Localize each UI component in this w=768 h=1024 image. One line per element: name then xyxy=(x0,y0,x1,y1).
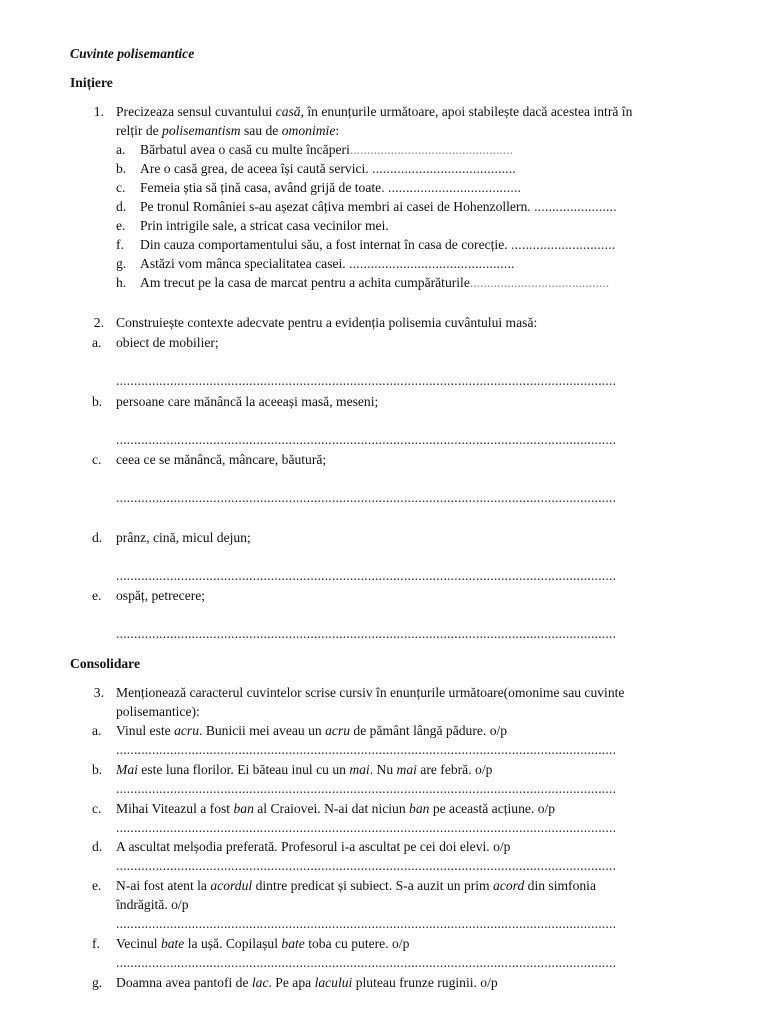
list-item-label: h. xyxy=(116,275,127,290)
list-item-label: d. xyxy=(92,839,103,854)
answer-line[interactable]: ........................................................................................................................................... xyxy=(116,820,617,835)
list-item-label: c. xyxy=(92,452,102,467)
answer-line[interactable]: ........................................................................................................................................... xyxy=(116,916,617,931)
list-item: Am trecut pe la casa de marcat pentru a achita cumpărăturile......................................... xyxy=(140,275,610,290)
list-item: obiect de mobilier; xyxy=(116,335,219,350)
question-text-continued: relțir de polisemantism sau de omonimie: xyxy=(116,123,340,138)
list-item-label: b. xyxy=(116,161,127,176)
question-text: Menționează caracterul cuvintelor scrise cursiv în enunțurile următoare(omonime sau cuvinte xyxy=(116,685,625,700)
list-item-label: b. xyxy=(92,762,103,777)
page-title: Cuvinte polisemantice xyxy=(70,46,195,61)
list-item: Prin intrigile sale, a stricat casa vecinilor mei. xyxy=(140,218,389,233)
question-text: Precizeaza sensul cuvantului casă, în enunțurile următoare, apoi stabilește dacă acestea intră în xyxy=(116,104,633,119)
op-choice[interactable]: o/p xyxy=(489,723,508,738)
list-item: Din cauza comportamentului său, a fost internat în casa de corecție. ............................. xyxy=(140,237,616,252)
list-item-label: f. xyxy=(92,936,100,951)
list-item-label: g. xyxy=(92,975,103,990)
list-item-label: b. xyxy=(92,394,103,409)
section-heading-initiere: Inițiere xyxy=(70,75,113,90)
list-item-label: c. xyxy=(116,180,126,195)
list-item-label: e. xyxy=(92,878,102,893)
op-choice[interactable]: o/p xyxy=(493,839,511,854)
list-item: A ascultat melșodia preferată. Profesorul i-a ascultat pe cei doi elevi. o/p xyxy=(116,839,511,854)
list-item: prânz, cină, micul dejun; xyxy=(116,530,251,545)
list-item: Are o casă grea, de aceea își caută servici. ........................................ xyxy=(140,161,517,176)
list-item: Vecinul bate la ușă. Copilașul bate toba cu putere. o/p xyxy=(116,936,410,951)
list-item-label: d. xyxy=(92,530,103,545)
op-choice[interactable]: o/p xyxy=(392,936,410,951)
section-heading-consolidare: Consolidare xyxy=(70,656,140,671)
list-item-label: e. xyxy=(92,588,102,603)
list-item: Mihai Viteazul a fost ban al Craiovei. N-ai dat niciun ban pe această acțiune. o/p xyxy=(116,801,556,816)
answer-line[interactable]: ........................................................................................................................................... xyxy=(116,432,617,447)
list-item-label: a. xyxy=(92,335,102,350)
answer-line[interactable]: ........................................................................................................................................... xyxy=(116,490,617,505)
list-item-label: f. xyxy=(116,237,124,252)
list-item: ospăț, petrecere; xyxy=(116,588,206,603)
answer-line[interactable]: ........................................................................................................................................... xyxy=(116,568,617,583)
list-item: Vinul este acru. Bunicii mei aveau un acru de pământ lângă pădure. o/p xyxy=(116,723,508,738)
answer-line[interactable]: ........................................................................................................................................... xyxy=(116,373,617,388)
list-item-label: a. xyxy=(116,142,126,157)
list-item: Bărbatul avea o casă cu multe încăperi................................................ xyxy=(140,142,513,157)
list-item-label: e. xyxy=(116,218,126,233)
question-number: 1. xyxy=(93,104,104,119)
question-text-continued: polisemantice): xyxy=(116,704,200,719)
list-item: ceea ce se mănâncă, mâncare, băutură; xyxy=(116,452,327,467)
question-number: 3. xyxy=(93,685,104,700)
list-item: Doamna avea pantofi de lac. Pe apa lacului pluteau frunze ruginii. o/p xyxy=(116,975,498,990)
list-item: Astăzi vom mânca specialitatea casei. .............................................. xyxy=(140,256,515,271)
answer-line[interactable]: ........................................................................................................................................... xyxy=(116,781,617,796)
list-item-continued: îndrăgită. o/p xyxy=(116,897,189,912)
answer-line[interactable]: ........................................................................................................................................... xyxy=(116,626,617,641)
op-choice[interactable]: o/p xyxy=(480,975,498,990)
list-item: N-ai fost atent la acordul dintre predicat și subiect. S-a auzit un prim acord din simfonia xyxy=(116,878,596,893)
answer-line[interactable]: ........................................................................................................................................... xyxy=(116,955,617,970)
list-item-label: d. xyxy=(116,199,127,214)
list-item: Mai este luna florilor. Ei băteau inul cu un mai. Nu mai are febră. o/p xyxy=(116,762,493,777)
question-number: 2. xyxy=(93,315,104,330)
question-text: Construiește contexte adecvate pentru a evidenția polisemia cuvântului masă: xyxy=(116,315,538,330)
list-item: Pe tronul României s-au așezat câțiva membri ai casei de Hohenzollern. ....................... xyxy=(140,199,617,214)
op-choice[interactable]: o/p xyxy=(171,897,189,912)
list-item-label: c. xyxy=(92,801,102,816)
answer-line[interactable]: ........................................................................................................................................... xyxy=(116,858,617,873)
op-choice[interactable]: o/p xyxy=(537,801,556,816)
list-item-label: g. xyxy=(116,256,127,271)
list-item-label: a. xyxy=(92,723,102,738)
list-item: Femeia știa să țină casa, având grijă de toate. ..................................... xyxy=(140,180,522,195)
op-choice[interactable]: o/p xyxy=(475,762,493,777)
answer-line[interactable]: ........................................................................................................................................... xyxy=(116,742,617,757)
list-item: persoane care mănâncă la aceeași masă, meseni; xyxy=(116,394,379,409)
